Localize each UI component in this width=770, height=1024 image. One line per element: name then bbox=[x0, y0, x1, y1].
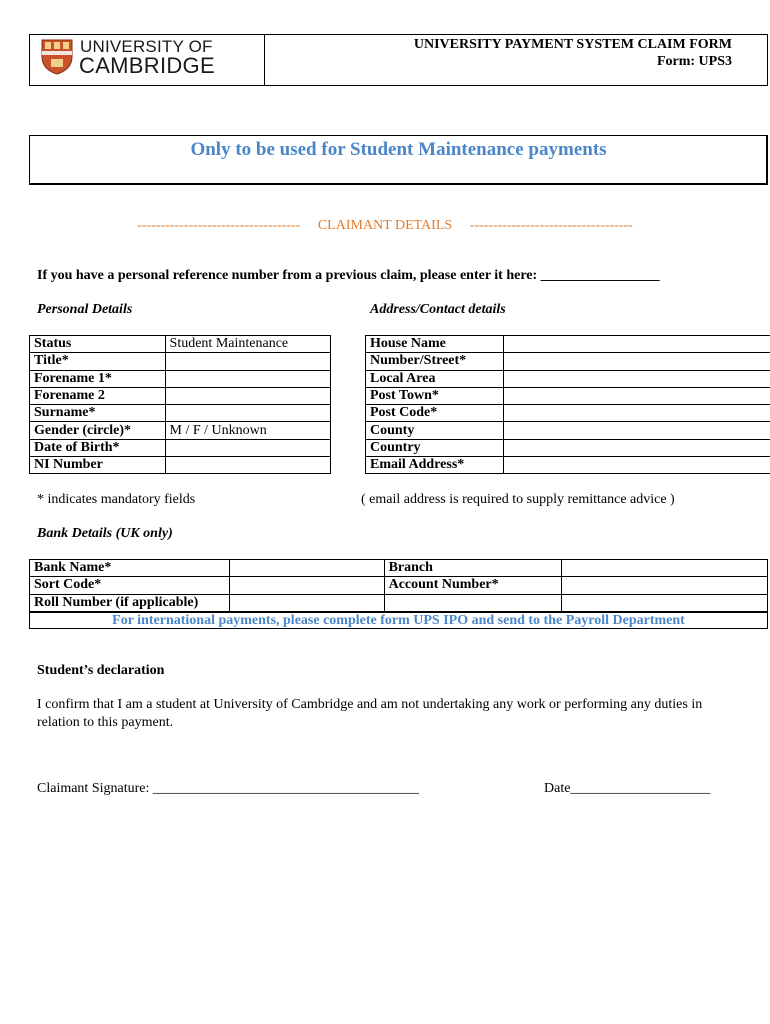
bank-details-table bbox=[29, 559, 768, 612]
university-name-line1: UNIVERSITY OF bbox=[80, 37, 213, 56]
mandatory-note: * indicates mandatory fields bbox=[37, 492, 196, 507]
field-label: Local Area bbox=[366, 370, 504, 387]
table-row bbox=[30, 405, 331, 422]
university-name-line2: CAMBRIDGE bbox=[79, 53, 215, 78]
field-label: Gender (circle)* bbox=[30, 422, 166, 439]
account-number-input[interactable] bbox=[562, 577, 768, 594]
email-input[interactable] bbox=[503, 457, 770, 474]
claimant-details-banner: ----------------------------------- CLAIMANT DETAILS ----------------------------------- bbox=[137, 218, 633, 233]
field-label: Post Code* bbox=[366, 405, 504, 422]
field-label: Date of Birth* bbox=[30, 439, 166, 456]
roll-number-input[interactable] bbox=[229, 594, 384, 611]
international-payments-note: For international payments, please complete form UPS IPO and send to the Payroll Department bbox=[29, 612, 768, 629]
field-label: Surname* bbox=[30, 405, 166, 422]
table-row bbox=[30, 560, 768, 577]
table-row bbox=[30, 387, 331, 404]
field-label: Email Address* bbox=[366, 457, 504, 474]
table-row bbox=[366, 353, 770, 370]
declaration-text: I confirm that I am a student at University of Cambridge and am not undertaking any work or performing any duties in relation to this payment. bbox=[37, 697, 703, 730]
address-details-table bbox=[365, 335, 770, 474]
field-label: House Name bbox=[366, 336, 504, 353]
table-row bbox=[30, 370, 331, 387]
previous-reference-field[interactable]: If you have a personal reference number from a previous claim, please enter it here: _________________ bbox=[37, 268, 660, 283]
table-row bbox=[30, 336, 331, 353]
field-label: Country bbox=[366, 439, 504, 456]
table-row bbox=[30, 422, 331, 439]
notice-text: Only to be used for Student Maintenance payments bbox=[190, 139, 607, 160]
personal-details-table bbox=[29, 335, 331, 474]
table-row bbox=[366, 387, 770, 404]
university-crest-icon bbox=[41, 39, 73, 75]
declaration-title: Student’s declaration bbox=[37, 663, 165, 678]
header-divider bbox=[264, 34, 265, 86]
country-input[interactable] bbox=[503, 439, 770, 456]
table-row bbox=[366, 457, 770, 474]
status-value[interactable]: Student Maintenance bbox=[165, 336, 330, 353]
field-label: NI Number bbox=[30, 457, 166, 474]
form-code: Form: UPS3 bbox=[656, 54, 732, 69]
field-label: Status bbox=[30, 336, 166, 353]
personal-details-heading: Personal Details bbox=[37, 302, 133, 317]
ni-number-input[interactable] bbox=[165, 457, 330, 474]
table-row bbox=[30, 353, 331, 370]
field-label: Post Town* bbox=[366, 387, 504, 404]
table-row bbox=[30, 439, 331, 456]
roll-number-label: Roll Number (if applicable) bbox=[30, 594, 230, 611]
branch-label: Branch bbox=[384, 560, 562, 577]
claimant-signature-field[interactable]: Claimant Signature: ______________________________________ bbox=[37, 781, 419, 796]
field-label: Forename 1* bbox=[30, 370, 166, 387]
post-code-input[interactable] bbox=[503, 405, 770, 422]
date-field[interactable]: Date____________________ bbox=[544, 781, 711, 796]
street-input[interactable] bbox=[503, 353, 770, 370]
branch-input[interactable] bbox=[562, 560, 768, 577]
account-number-label: Account Number* bbox=[384, 577, 562, 594]
table-row bbox=[366, 405, 770, 422]
forename2-input[interactable] bbox=[165, 387, 330, 404]
county-input[interactable] bbox=[503, 422, 770, 439]
form-title-text: UNIVERSITY PAYMENT SYSTEM CLAIM FORM bbox=[413, 37, 732, 52]
field-label: Title* bbox=[30, 353, 166, 370]
sort-code-input[interactable] bbox=[229, 577, 384, 594]
title-input[interactable] bbox=[165, 353, 330, 370]
field-label: Number/Street* bbox=[366, 353, 504, 370]
local-area-input[interactable] bbox=[503, 370, 770, 387]
form-title bbox=[414, 36, 732, 70]
bank-name-label: Bank Name* bbox=[30, 560, 230, 577]
field-label: County bbox=[366, 422, 504, 439]
table-row bbox=[366, 370, 770, 387]
address-details-heading: Address/Contact details bbox=[370, 302, 506, 317]
email-note: ( email address is required to supply remittance advice ) bbox=[361, 492, 675, 507]
bank-name-input[interactable] bbox=[229, 560, 384, 577]
gender-input[interactable]: M / F / Unknown bbox=[165, 422, 330, 439]
surname-input[interactable] bbox=[165, 405, 330, 422]
table-row bbox=[366, 439, 770, 456]
sort-code-label: Sort Code* bbox=[30, 577, 230, 594]
empty-cell bbox=[384, 594, 562, 611]
table-row bbox=[30, 457, 331, 474]
table-row bbox=[30, 594, 768, 611]
bank-details-heading: Bank Details (UK only) bbox=[37, 526, 173, 541]
table-row bbox=[30, 577, 768, 594]
house-name-input[interactable] bbox=[503, 336, 770, 353]
empty-cell bbox=[562, 594, 768, 611]
field-label: Forename 2 bbox=[30, 387, 166, 404]
dob-input[interactable] bbox=[165, 439, 330, 456]
table-row bbox=[366, 336, 770, 353]
forename1-input[interactable] bbox=[165, 370, 330, 387]
table-row bbox=[366, 422, 770, 439]
post-town-input[interactable] bbox=[503, 387, 770, 404]
